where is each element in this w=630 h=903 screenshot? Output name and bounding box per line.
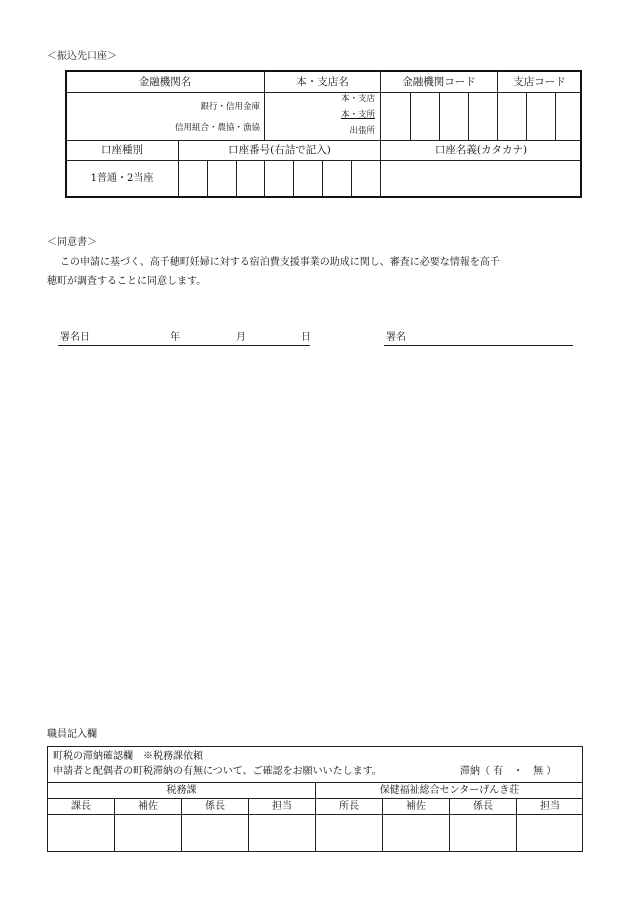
consent-heading: ＜同意書＞ [47,237,97,248]
tax-role-section-chief: 係長 [205,800,225,812]
dept-tax-header: 税務課 [166,784,197,796]
signature-date-label: 署名日 [60,332,90,343]
tax-role-assistant: 補佐 [138,800,158,812]
account-type-value: 1普通・2当座 [90,173,154,184]
bank-type-coop: 信用組合・農協・漁協 [174,123,260,133]
signature-month: 月 [236,332,246,343]
signature-name-label: 署名 [386,332,406,343]
account-holder-header: 口座名義(カタカナ) [434,144,528,157]
branch-type-honshisho: 本・支所 [340,110,375,120]
staff-heading: 職員記入欄 [47,729,97,740]
signature-date-line[interactable] [58,345,310,346]
account-number-header: 口座番号(右詰で記入) [228,144,331,157]
signature-year: 年 [170,332,180,343]
branch-code-header: 支店コード [513,75,566,88]
dept-center-header: 保健福祉総合センターげんき荘 [379,784,520,796]
tax-check-title: 町税の滞納確認欄 ※税務課依頼 [53,751,203,762]
signature-name-line[interactable] [384,345,573,346]
bank-type-bank: 銀行・信用金庫 [200,102,260,112]
bank-section-heading: ＜振込先口座＞ [47,51,117,62]
branch-type-honshiten: 本・支店 [340,94,375,104]
consent-text-line1: この申請に基づく、高千穂町妊婦に対する宿泊費支援事業の助成に関し、審査に必要な情報を高千 [60,257,500,268]
center-role-section-chief: 係長 [473,800,493,812]
branch-type-shutchojo: 出張所 [349,126,375,136]
branch-name-header: 本・支店名 [296,75,349,88]
signature-day: 日 [301,332,311,343]
account-type-header: 口座種別 [101,144,143,157]
center-role-assistant: 補佐 [406,800,426,812]
arrears-status[interactable]: 滞納（ 有 ・ 無 ） [460,766,557,777]
consent-text-line2: 穂町が調査することに同意します。 [47,276,207,287]
tax-role-chief: 課長 [71,800,91,812]
bank-code-header: 金融機関コード [402,75,476,88]
bank-name-header: 金融機関名 [138,75,192,88]
tax-check-request: 申請者と配偶者の町税滞納の有無について、ご確認をお願いいたします。 [53,766,382,777]
center-role-staff: 担当 [540,800,560,812]
tax-role-staff: 担当 [272,800,292,812]
center-role-director: 所長 [339,800,359,812]
